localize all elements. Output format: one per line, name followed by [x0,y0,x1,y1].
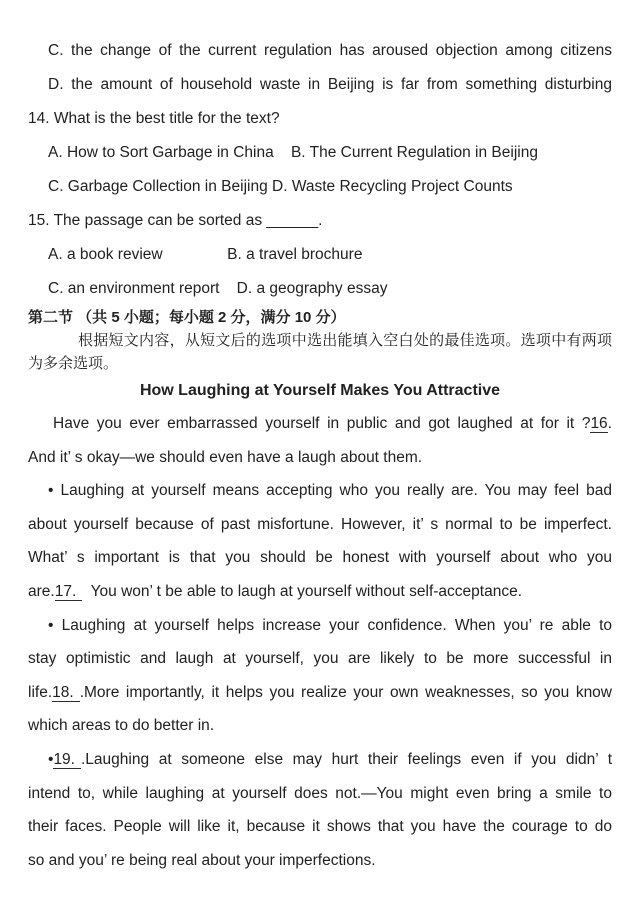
passage-text: life. [28,683,53,701]
passage-line: What’ s important is that you should be honest with yourself about who you [28,549,612,567]
passage-title: How Laughing at Yourself Makes You Attractive [139,382,501,399]
passage-text: are. [28,582,55,600]
section-two-instruction-line-2: 为多余选项。 [28,355,119,372]
passage-line: intend to, while laughing at yourself does not.—You might even bring a smile to [28,784,612,802]
blank-19: 19. [53,751,81,769]
passage-line: stay optimistic and laugh at yourself, you are likely to be more successful in [28,650,612,668]
question-13-option-d: D. the amount of household waste in Beijing is far from something disturbing [48,76,612,93]
passage-text: You won’ t be able to laugh at yourself without self-acceptance. [82,582,523,600]
question-15-options-cd: C. an environment report D. a geography essay [48,280,388,297]
passage-line [28,407,612,441]
passage-text: Have you ever embarrassed yourself in public and got laughed at for it ? [53,415,591,432]
passage-line: so and you’ re being real about your imperfections. [28,851,376,869]
question-14-stem: 14. What is the best title for the text? [28,110,280,127]
section-two-heading: 第二节 （共 5 小题；每小题 2 分，满分 10 分） [28,309,346,326]
section-two-instruction-line-1: 根据短文内容，从短文后的选项中选出能填入空白处的最佳选项。选项中有两项 [78,332,612,349]
blank-18: 18. [52,684,80,702]
bullet-glyph: • [48,750,54,768]
passage-text: .Laughing at someone else may hurt their feelings even if you didn’ t [81,750,612,768]
passage-bullet-line [28,743,612,777]
passage-line [28,575,612,609]
passage-text: .More importantly, it helps you realize your own weaknesses, so you know [79,683,612,701]
passage-bullet-line: • Laughing at yourself means accepting who you really are. You may feel bad [48,482,612,500]
question-15-stem: 15. The passage can be sorted as ______. [28,212,323,229]
passage-line: their faces. People will like it, because it shows that you have the courage to do [28,818,612,836]
blank-17: 17. [55,583,83,601]
question-14-options-cd: C. Garbage Collection in Beijing D. Waste Recycling Project Counts [48,178,513,195]
passage-text: . [607,415,612,432]
question-15-options-ab: A. a book review B. a travel brochure [48,246,363,263]
question-14-options-ab: A. How to Sort Garbage in China B. The Current Regulation in Beijing [48,144,538,161]
passage-line: about yourself because of past misfortune. However, it’ s normal to be imperfect. [28,515,612,533]
question-13-option-c: C. the change of the current regulation has aroused objection among citizens [48,42,612,59]
passage-bullet-line: • Laughing at yourself helps increase your confidence. When you’ re able to [48,616,612,634]
blank-16: 16 [590,415,608,432]
passage-line: which areas to do better in. [28,717,215,735]
passage-line [28,676,612,710]
passage-line: And it’ s okay—we should even have a laugh about them. [28,448,423,466]
